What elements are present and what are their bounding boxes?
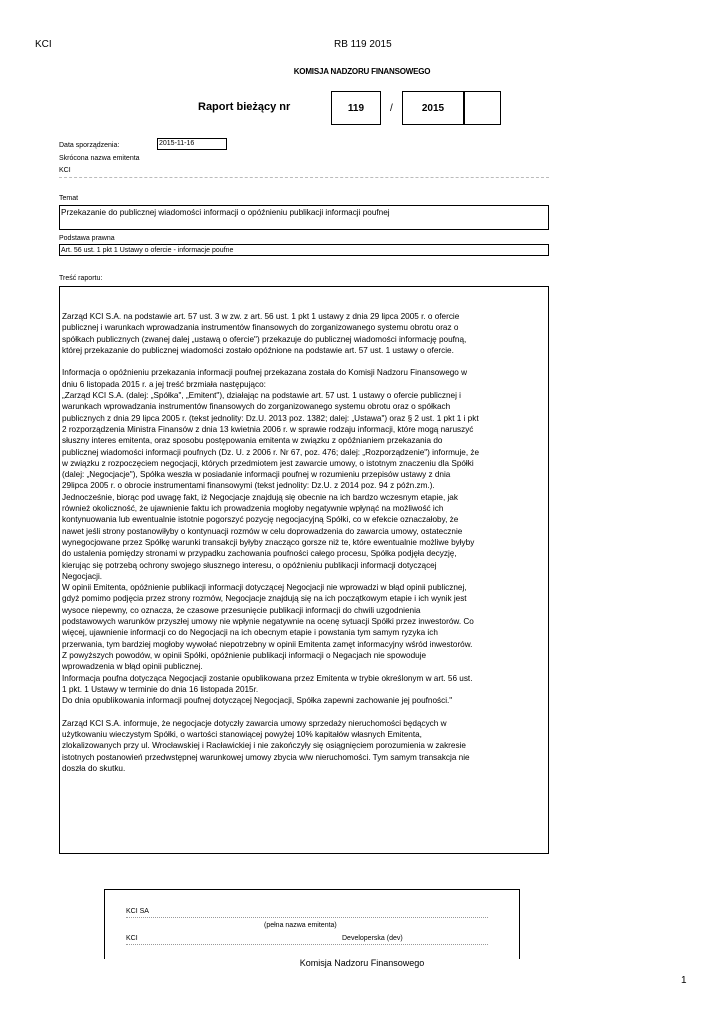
legal-basis-box <box>59 244 549 256</box>
footer-company-name: KCI SA <box>126 908 149 915</box>
legal-basis-value: Art. 56 ust. 1 pkt 1 Ustawy o ofercie - informacje poufne <box>61 247 234 254</box>
divider <box>59 177 549 178</box>
header-left: KCI <box>35 39 52 50</box>
page-number: 1 <box>681 975 687 986</box>
subject-box <box>59 205 549 230</box>
header-center: RB 119 2015 <box>334 39 392 50</box>
footer-divider <box>126 944 488 945</box>
footer-authority: Komisja Nadzoru Finansowego <box>299 958 425 968</box>
report-title: Raport bieżący nr <box>198 101 291 113</box>
report-number: 119 <box>331 91 381 125</box>
footer-divider <box>126 917 488 918</box>
report-content <box>59 286 549 854</box>
content-paragraph: Informacja o opóźnieniu przekazania informacji poufnej przekazana została do Komisji Nadzoru Finansowego w dniu 6 listopada 2015 r. a jej treść brzmiała następująco: „Zarząd KCI S.A. (dalej: „Spółka", „Emitent"), działając na podstawie art. 57 ust. 1 ustawy o ofercie publicznej i warunkach wprowadzania instrumentów finansowych do zorganizowanego systemu obrotu oraz o spółkach publicznych z dnia 29 lipca 2005 r. (tekst jednolity: Dz.U. 2013 poz. 1382; dalej: „Ustawa") oraz § 2 ust. 1 pkt 1 i pkt 2 rozporządzenia Ministra Finansów z dnia 13 kwietnia 2006 r. w sprawie rodzaju informacji, które mogą naruszyć słuszny interes emitenta, oraz sposobu postępowania emitenta w związku z opóźnianiem przekazania do publicznej wiadomości informacji poufnych (Dz. U. z 2006 r. Nr 67, poz. 476; dalej: „Rozporządzenie") informuje, że w związku z rozpoczęciem negocjacji, których przedmiotem jest zawarcie umowy, o istotnym znaczeniu dla Spółki (dalej: „Negocjacje"), Spółka weszła w posiadanie informacji poufnej w rozumieniu przepisów ustawy z dnia 29lipca 2005 r. o obrocie instrumentami finansowymi (tekst jednolity: Dz.U. z 2014 poz. 94 z późn.zm.). Jednocześnie, biorąc pod uwagę fakt, iż Negocjacje znajdują się obecnie na ich bardzo wczesnym etapie, jak również okoliczność, że ujawnienie faktu ich prowadzenia mogłoby negatywnie wpłynąć na możliwość ich kontynuowania lub ewentualnie istotnie pogorszyć pozycję negocjacyjną Spółki, co w efekcie oznaczałoby, że nawet jeśli strony postanowiłyby o kontynuacji rozmów w celu doprowadzenia do zawarcia umowy, ostatecznie wynegocjowane przez Spółkę warunki transakcji byłyby znacząco gorsze niż te, które ewentualnie możliwe byłyby do ustalenia pomiędzy stronami w przypadku zachowania poufności całego procesu, Spółka podjęła decyzję, kierując się potrzebą ochrony swojego słusznego interesu, o opóźnieniu publikacji informacji dotyczącej Negocjacji. W opinii Emitenta, opóźnienie publikacji informacji dotyczącej Negocjacji nie wprowadzi w błąd opinii publicznej, gdyż pomimo podjęcia przez strony rozmów, Negocjacje znajdują się na ich początkowym etapie i ich wynik jest wysoce niepewny, co oznacza, że czasowe przesunięcie publikacji informacji do chwili uzgodnienia podstawowych warunków przyszłej umowy nie wpłynie negatywnie na ocenę sytuacji Spółki przez inwestorów. Co więcej, ujawnienie informacji co do Negocjacji na ich obecnym etapie i powstania tym samym ryzyka ich przerwania, tym bardziej mogłoby wywołać niepotrzebny w opinii Emitenta zamęt informacyjny wśród inwestorów. Z powyższych powodów, w opinii Spółki, opóźnienie publikacji informacji o Negacjach nie spowoduje wprowadzenia w błąd opinii publicznej. Informacja poufna dotycząca Negocjacji zostanie opublikowana przez Emitenta w trybie określonym w art. 56 ust. 1 pkt. 1 Ustawy w terminie do dnia 16 listopada 2015r. Do dnia opublikowania informacji poufnej dotyczącej Negocjacji, Spółka zapewni zachowanie jej poufności." <box>62 368 480 706</box>
footer-left-border <box>104 889 105 959</box>
footer-full-name-caption: (pełna nazwa emitenta) <box>264 922 337 929</box>
footer-top-line <box>104 889 519 890</box>
content-paragraph: Zarząd KCI S.A. informuje, że negocjacje dotyczły zawarcia umowy sprzedaży nieruchomości będących w użytkowaniu wieczystym Spółki, o wartości stanowiącej powyżej 10% kapitałów własnych Emitenta, zlokalizowanych przy ul. Wrocławskiej i Racławickiej i nie zakończyły się osiągnięciem porozumienia w zakresie istotnych postanowień przedwstępnej warunkowej umowy zbycia w/w nieruchomości. Tym samym transakcja nie doszła do skutku. <box>62 718 470 773</box>
date-value: 2015-11-16 <box>157 138 227 150</box>
authority-heading: KOMISJA NADZORU FINANSOWEGO <box>293 67 431 76</box>
legal-basis-label: Podstawa prawna <box>59 235 115 242</box>
footer-short-name: KCI <box>126 935 138 942</box>
subject-label: Temat <box>59 195 79 202</box>
footer-right-border <box>519 889 520 959</box>
report-separator: / <box>390 103 393 114</box>
report-extra-box <box>464 91 501 125</box>
content-paragraph: Zarząd KCI S.A. na podstawie art. 57 ust. 3 w zw. z art. 56 ust. 1 pkt 1 ustawy z dnia 29 lipca 2005 r. o ofercie publicznej i warunkach wprowadzania instrumentów finansowych do zorganizowanego systemu obrotu oraz o spółkach publicznych (zwanej dalej „ustawą o ofercie") przekazuje do publicznej wiadomości informację poufną, której przekazanie do publicznej wiadomości zostało opóźnione na podstawie art. 57 ust. 1 ustawy o ofercie. <box>62 312 467 355</box>
footer-sector: Developerska (dev) <box>342 935 403 942</box>
subject-value: Przekazanie do publicznej wiadomości informacji o opóźnieniu publikacji informacji poufnej <box>61 208 390 217</box>
content-label: Treść raportu: <box>59 275 103 282</box>
date-label: Data sporządzenia: <box>59 142 120 149</box>
report-year: 2015 <box>402 91 464 125</box>
short-name-label: Skrócona nazwa emitenta <box>59 155 140 162</box>
short-name-value: KCI <box>59 167 71 174</box>
